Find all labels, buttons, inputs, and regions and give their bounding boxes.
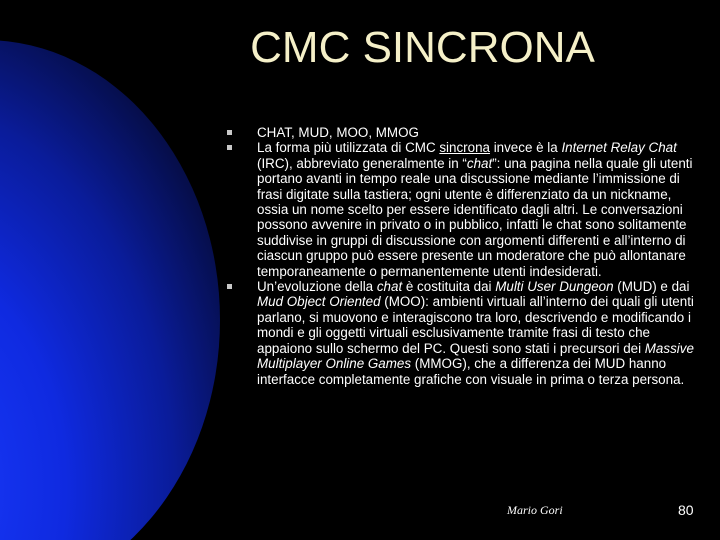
square-bullet-icon [227, 145, 232, 150]
bullet-text: Un’evoluzione della [257, 279, 377, 295]
bullet-text-italic: chat [376, 279, 403, 295]
bullet-text: CHAT, MUD, MOO, MMOG [257, 125, 419, 140]
blue-gradient-decoration [0, 40, 220, 540]
bullet-text: ”: una pagina nella quale gli utenti portano avanti in tempo reale una discussione mediante l’immissione di frasi digitate sulla tastiera; ogni utente è differenziato da un nickname, ossia un nome scelto per essere identificato dagli altri. Le conversazioni possono avvenire in privato o in pubblico, infatti le chat sono solitamente suddivise in gruppi di discussione con argomenti differenti e all’interno di ciascun gruppo può essere presente un moderatore che può allontanare temporaneamente o permanentemente utenti indesiderati. [257, 155, 693, 279]
square-bullet-icon [227, 284, 232, 289]
bullet-item-mud [224, 279, 696, 387]
bullet-text: (IRC), abbreviato generalmente in “ [257, 155, 467, 171]
bullet-text: La forma più utilizzata di CMC [257, 140, 440, 156]
bullet-item-topics [224, 125, 696, 140]
bullet-text-italic: Mud Object Oriented [257, 294, 381, 310]
page-number: 80 [678, 502, 694, 518]
bullet-text-italic: Massive Multiplayer Online Games [257, 340, 694, 372]
footer-author: Mario Gori [507, 503, 563, 517]
bullet-text: è costituita dai [402, 279, 496, 295]
bullet-text: invece è la [489, 140, 562, 156]
bullet-text: (MMOG), che a differenza dei MUD hanno interfacce completamente grafiche con visuale in prima o terza persona. [257, 356, 685, 387]
bullet-list [224, 125, 696, 387]
slide-title: CMC SINCRONA [250, 23, 595, 72]
bullet-item-irc [224, 140, 696, 279]
square-bullet-icon [227, 130, 232, 135]
bullet-text-italic: chat [466, 155, 493, 171]
bullet-text-italic: Multi User Dungeon [495, 279, 614, 295]
bullet-text: (MOO): ambienti virtuali all’interno dei quali gli utenti parlano, si muovono e interagiscono tra loro, descrivendo e modificando i mondi e gli oggetti virtuali esclusivamente tramite frasi di testo che appaiono sullo schermo del PC. Questi sono stati i precursori dei [257, 294, 694, 356]
bullet-text: (MUD) e dai [613, 279, 690, 295]
bullet-text-italic: Internet Relay Chat [561, 140, 677, 156]
bullet-text-underlined: sincrona [439, 140, 490, 156]
